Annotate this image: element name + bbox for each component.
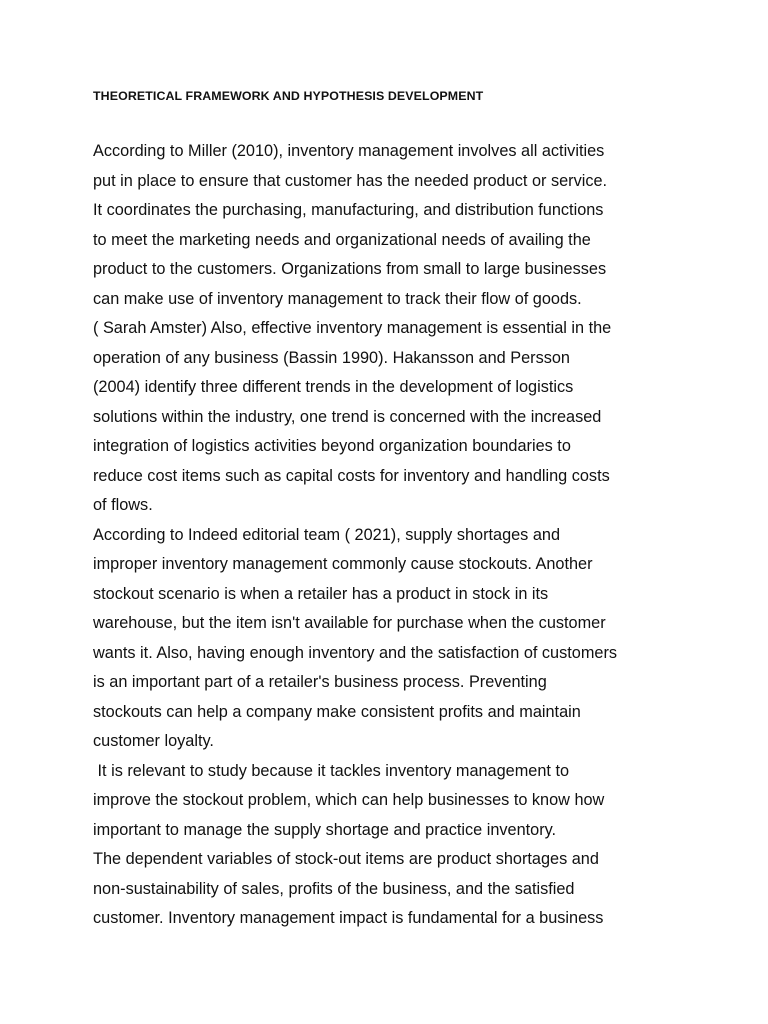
text-line: integration of logistics activities beyond organization boundaries to (93, 437, 571, 455)
text-line: (2004) identify three different trends in the development of logistics (93, 378, 574, 396)
text-line: important to manage the supply shortage and practice inventory. (93, 820, 557, 839)
text-line: improper inventory management commonly cause stockouts. Another (93, 555, 593, 573)
body-text (93, 137, 693, 934)
text-line: According to Indeed editorial team ( 2021), supply shortages and (93, 525, 561, 544)
text-line: solutions within the industry, one trend is concerned with the increased (93, 407, 602, 426)
text-line: stockouts can help a company make consistent profits and maintain (93, 702, 581, 721)
text-line: customer. Inventory management impact is fundamental for a business (93, 909, 604, 927)
text-line: warehouse, but the item isn't available for purchase when the customer (93, 614, 606, 632)
text-line: non-sustainability of sales, profits of the business, and the satisfied (93, 879, 575, 898)
text-line: is an important part of a retailer's business process. Preventing (93, 673, 547, 691)
section-heading: THEORETICAL FRAMEWORK AND HYPOTHESIS DEVELOPMENT (93, 89, 484, 103)
text-line: wants it. Also, having enough inventory and the satisfaction of customers (93, 643, 618, 662)
text-line: reduce cost items such as capital costs for inventory and handling costs (93, 466, 610, 485)
text-line: It coordinates the purchasing, manufacturing, and distribution functions (93, 201, 604, 219)
text-line: ( Sarah Amster) Also, effective inventory management is essential in the (93, 319, 612, 337)
text-line: can make use of inventory management to track their flow of goods. (93, 289, 582, 308)
text-line: of flows. (93, 496, 153, 514)
text-line: The dependent variables of stock-out items are product shortages and (93, 850, 599, 868)
text-line: According to Miller (2010), inventory management involves all activities (93, 142, 605, 160)
text-line: customer loyalty. (93, 732, 214, 750)
text-line: It is relevant to study because it tackles inventory management to (93, 761, 570, 780)
text-line: put in place to ensure that customer has the needed product or service. (93, 171, 608, 190)
text-line: to meet the marketing needs and organizational needs of availing the (93, 230, 591, 249)
text-line: stockout scenario is when a retailer has a product in stock in its (93, 584, 549, 603)
text-line: operation of any business (Bassin 1990). Hakansson and Persson (93, 348, 570, 367)
text-line: improve the stockout problem, which can help businesses to know how (93, 791, 605, 809)
text-line: product to the customers. Organizations from small to large businesses (93, 260, 607, 278)
